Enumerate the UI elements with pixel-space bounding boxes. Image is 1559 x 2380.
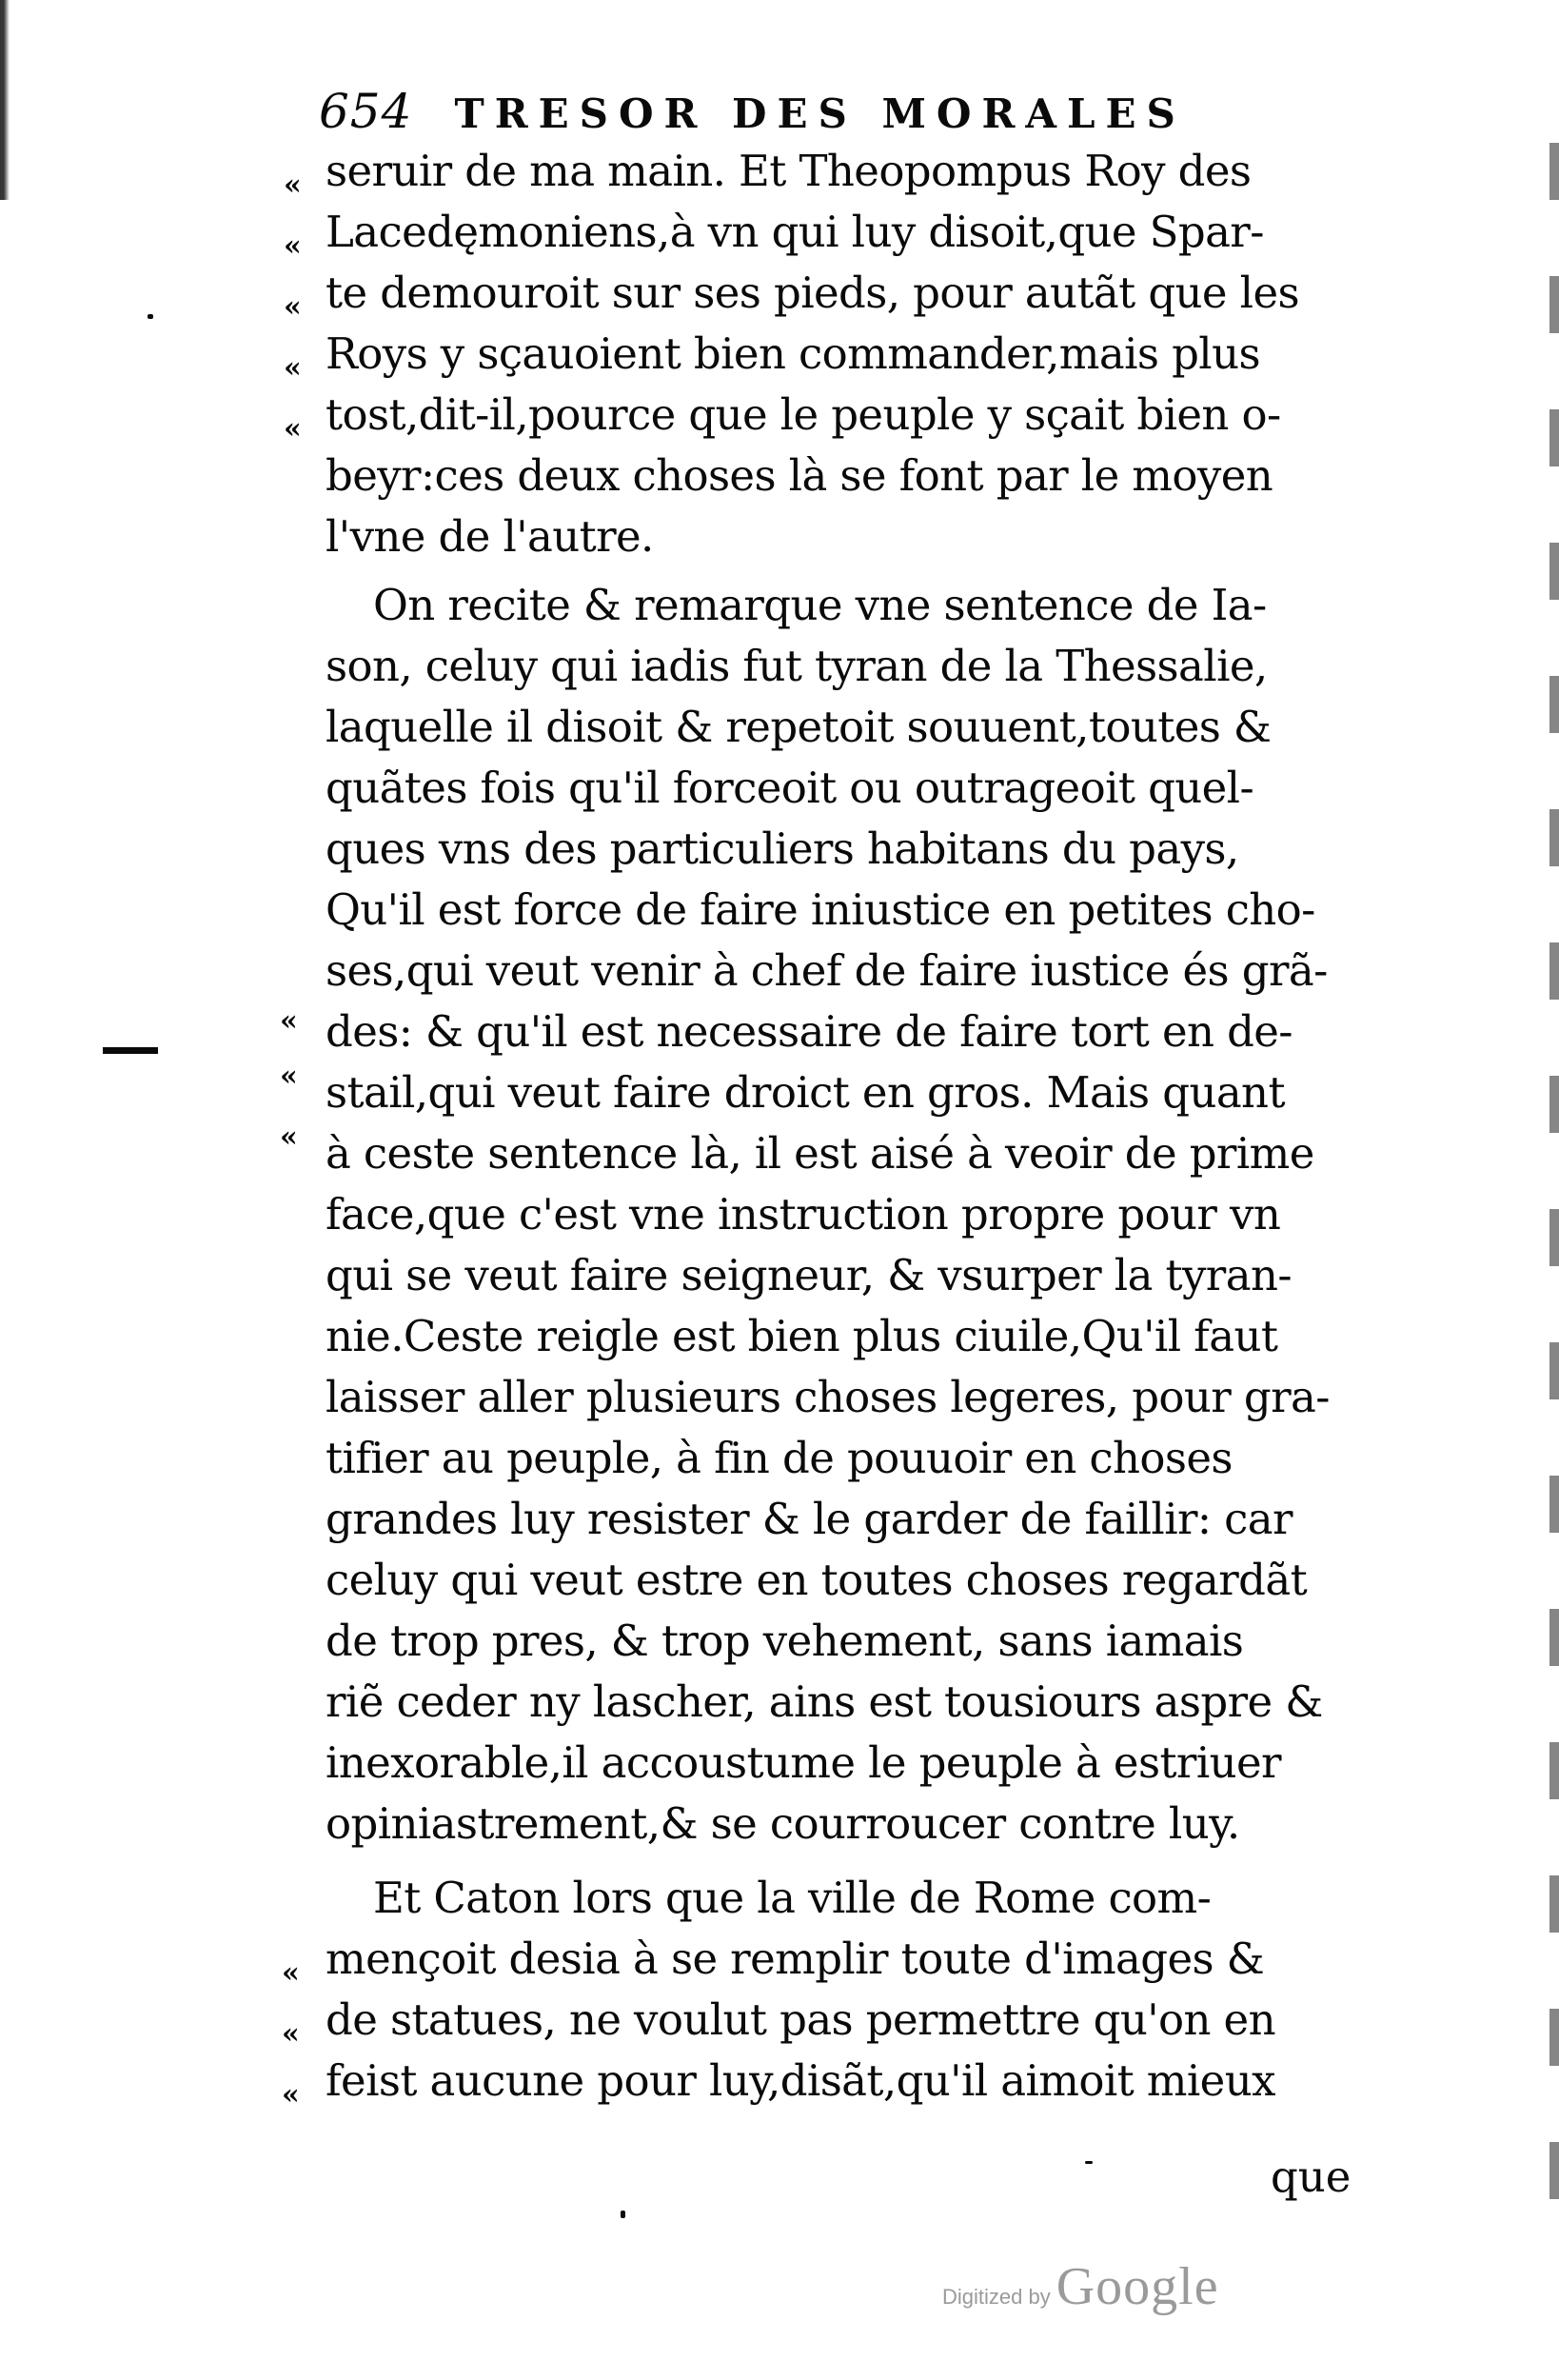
text-line: tifier au peuple, à fin de pouuoir en choses (326, 1433, 1233, 1483)
text-line: à ceste sentence là, il est aisé à veoir de prime (326, 1128, 1314, 1179)
text-line: inexorable,il accoustume le peuple à estriuer (326, 1737, 1281, 1788)
margin-quote-mark: « (284, 412, 302, 446)
margin-quote-mark: « (280, 1004, 298, 1038)
page-edge-shadow-right (1549, 143, 1559, 2237)
text-line: beyr:ces deux choses là se font par le moyen (326, 450, 1273, 501)
text-line: des: & qu'il est necessaire de faire tort en de- (326, 1006, 1293, 1057)
margin-quote-mark: « (282, 1956, 300, 1990)
page-edge-shadow-left (0, 0, 13, 200)
text-line: quãtes fois qu'il forceoit ou outrageoit quel- (326, 763, 1254, 813)
text-line: celuy qui veut estre en toutes choses regardãt (326, 1555, 1308, 1605)
margin-quote-mark: « (284, 351, 302, 385)
text-line: seruir de ma main. Et Theopompus Roy des (326, 146, 1252, 196)
ink-speck (621, 2211, 625, 2218)
text-line: stail,qui veut faire droict en gros. Mais quant (326, 1067, 1285, 1118)
text-line: mençoit desia à se remplir toute d'images & (326, 1934, 1265, 1984)
text-line: Qu'il est force de faire iniustice en petites cho- (326, 884, 1315, 935)
text-line: On recite & remarque vne sentence de Ia- (373, 580, 1267, 630)
text-line: nie.Ceste reigle est bien plus ciuile,Qu'il faut (326, 1311, 1278, 1361)
text-line: Roys y sçauoient bien commander,mais plus (326, 328, 1260, 379)
text-line: l'vne de l'autre. (326, 511, 654, 562)
text-line: Lacedęmoniens,à vn qui luy disoit,que Spar- (326, 207, 1264, 257)
digitization-watermark (942, 2256, 1219, 2317)
text-line: riẽ ceder ny lascher, ains est tousiours aspre & (326, 1676, 1323, 1727)
margin-quote-mark: « (284, 229, 302, 263)
text-line: tost,dit-il,pource que le peuple y sçait bien o- (326, 389, 1281, 440)
watermark-prefix: Digitized by (942, 2285, 1051, 2309)
margin-quote-mark: « (284, 290, 302, 324)
margin-quote-mark: « (284, 169, 302, 202)
catchword: que (1271, 2152, 1352, 2202)
margin-quote-mark: « (282, 2017, 300, 2051)
text-line: de statues, ne voulut pas permettre qu'on en (326, 1994, 1275, 2045)
text-line: laquelle il disoit & repetoit souuent,toutes & (326, 702, 1272, 752)
margin-dash-mark (103, 1047, 158, 1054)
ink-speck (148, 314, 153, 319)
text-line: qui se veut faire seigneur, & vsurper la tyran- (326, 1250, 1292, 1300)
text-line: ses,qui veut venir à chef de faire iustice és grã- (326, 945, 1328, 996)
text-line: Et Caton lors que la ville de Rome com- (373, 1873, 1212, 1923)
text-line: face,que c'est vne instruction propre pour vn (326, 1189, 1281, 1240)
text-line: son, celuy qui iadis fut tyran de la Thessalie, (326, 641, 1268, 691)
running-title: TRESOR DES MORALES (454, 90, 1186, 137)
text-line: opiniastrement,& se courroucer contre luy. (326, 1798, 1240, 1849)
text-line: feist aucune pour luy,disãt,qu'il aimoit mieux (326, 2055, 1275, 2106)
text-line: grandes luy resister & le garder de faillir: car (326, 1494, 1293, 1544)
page-number: 654 (319, 84, 413, 139)
text-line: ques vns des particuliers habitans du pays, (326, 823, 1239, 874)
margin-quote-mark: « (280, 1060, 298, 1093)
google-logo: Google (1056, 2257, 1219, 2316)
margin-quote-mark: « (282, 2078, 300, 2112)
margin-quote-mark: « (280, 1121, 298, 1154)
ink-speck (1085, 2161, 1093, 2164)
text-line: te demouroit sur ses pieds, pour autãt que les (326, 268, 1299, 318)
page-header (319, 84, 1233, 143)
text-line: laisser aller plusieurs choses legeres, pour gra- (326, 1372, 1330, 1422)
text-line: de trop pres, & trop vehement, sans iamais (326, 1616, 1244, 1666)
